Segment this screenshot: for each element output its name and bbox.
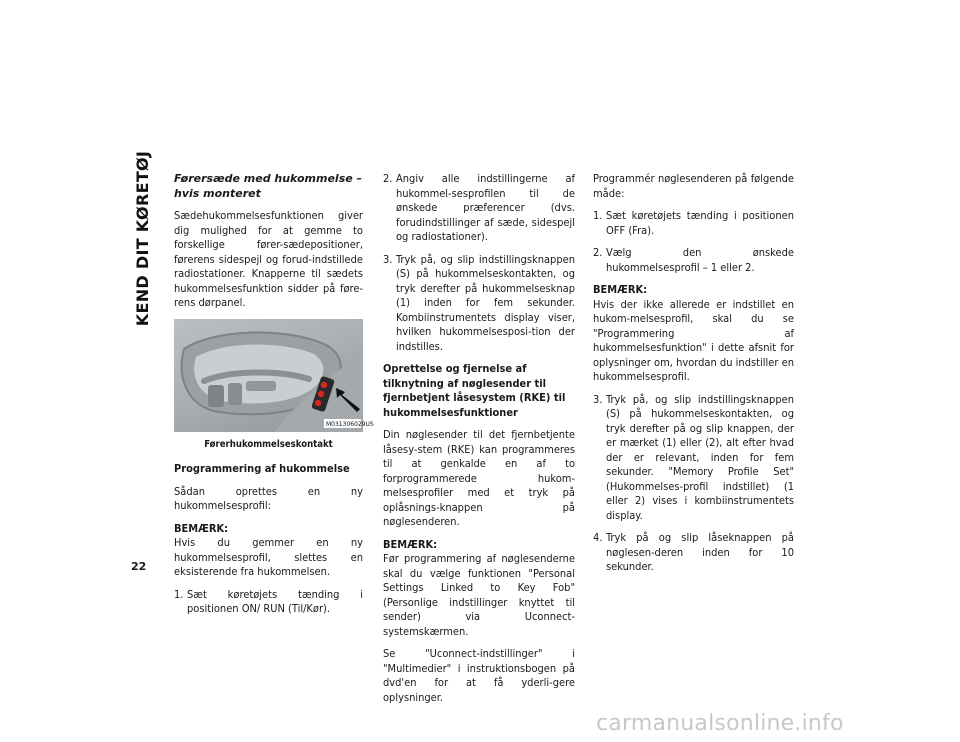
note-label: BEMÆRK: [383, 537, 438, 551]
figure-code: M031306029US [326, 420, 374, 428]
list-item [593, 531, 794, 575]
steps-list [593, 209, 794, 275]
note-label: BEMÆRK: [174, 521, 229, 535]
column-1 [174, 172, 374, 625]
note-text: Før programmering af nøglesenderne skal du vælge funktionen "Personal Settings Linked to Key Fob" (Personlige indstillinger knyttet til sender) via Uconnect-systemskærmen. [383, 552, 575, 638]
note-block [593, 283, 794, 385]
list-item [593, 246, 794, 275]
step-number: 1. [593, 209, 603, 222]
column-3 [593, 172, 794, 583]
steps-list [383, 172, 575, 354]
step-number: 2. [593, 246, 603, 259]
memory-switch-image [174, 319, 374, 432]
step-text: Tryk på og slip låseknappen på nøglesen-deren inden for 10 sekunder. [606, 531, 794, 573]
list-item [593, 209, 794, 238]
section-title: KEND DIT KØRETØJ [133, 150, 153, 326]
note-text: Hvis der ikke allerede er indstillet en hukom-melsesprofil, skal du se "Programmering af hukommelsesfunktion" i dette afsnit for oplysninger om, hvordan du indstiller en hukommelsesprofil. [593, 297, 794, 383]
reference-paragraph: Se "Uconnect-indstillinger" i "Multimedier" i instruktionsbogen på dvd'en for at få yderli-gere oplysninger. [383, 647, 575, 704]
intro-paragraph: Programmér nøglesenderen på følgende måde: [593, 172, 794, 200]
step-text: Sæt køretøjets tænding i positionen OFF (Fra). [606, 209, 794, 237]
page-number: 22 [131, 560, 147, 573]
list-item [174, 588, 363, 617]
subheading-programming: Programmering af hukommelse [174, 462, 350, 475]
note-label: BEMÆRK: [593, 283, 648, 296]
howto-paragraph: Sådan oprettes en ny hukommelsesprofil: [174, 484, 363, 512]
figure-caption: Førerhukommelseskontakt [204, 438, 333, 450]
column-2 [383, 172, 575, 713]
watermark: carmanualsonline.info [596, 711, 844, 736]
section-sidebar [131, 150, 155, 326]
steps-list [593, 393, 794, 575]
step-number: 4. [593, 531, 603, 544]
steps-list [174, 588, 363, 617]
list-item [383, 172, 575, 245]
step-number: 2. [383, 172, 393, 185]
note-block [174, 522, 363, 580]
note-text: Hvis du gemmer en ny hukommelsesprofil, slettes en eksisterende fra hukommelsen. [174, 536, 363, 578]
step-text: Vælg den ønskede hukommelsesprofil – 1 eller 2. [606, 246, 794, 274]
step-text: Tryk på, og slip indstillingsknappen (S) på hukommelseskontakten, og tryk derefter på og slip knappen, der er mærket (1) eller (2), alt efter hvad der er relevant, inden for fem sekunder. "Memory Profile Set" (Hukommelses-profil indstillet) (1 eller 2) vises i kombiinstrumentets display. [606, 392, 794, 522]
step-number: 3. [383, 252, 393, 266]
note-block [383, 538, 575, 640]
subheading-rke-link: Oprettelse og fjernelse af tilknytning af nøglesender til fjernbetjent låsesystem (RKE) til hukommelsesfunktioner [383, 362, 566, 419]
intro-paragraph: Sædehukommelsesfunktionen giver dig mulighed for at gemme to forskellige fører-sædepositioner, førerens sidespejl og forud-indstillede radiostationer. Knapperne til sædets hukommelsesfunktion sidder på føre-rens dørpanel. [174, 209, 363, 309]
list-item [593, 393, 794, 524]
step-text: Sæt køretøjets tænding i positionen ON/ RUN (Til/Kør). [187, 587, 363, 615]
list-item [383, 253, 575, 355]
step-number: 3. [593, 392, 603, 406]
step-text: Tryk på, og slip indstillingsknappen (S) på hukommelseskontakten, og tryk derefter på hukommelsesknap (1) inden for fem sekunder. Kombiinstrumentets display viser, hvilken hukommelsesposi-tion der indstilles. [396, 252, 575, 353]
step-text: Angiv alle indstillingerne af hukommel-sesprofilen til de ønskede præferencer (dvs. forudindstillinger af sæde, sidespejl og radiostationer). [396, 172, 575, 243]
heading-memory-seat: Førersæde med hukommelse – hvis monteret [174, 172, 363, 200]
rke-paragraph: Din nøglesender til det fjernbetjente låsesy-stem (RKE) kan programmeres til at genkalde en af to forprogrammerede hukom-melsesprofiler med et tryk på oplåsnings-knappen på nøglesenderen. [383, 428, 575, 528]
step-number: 1. [174, 587, 184, 601]
